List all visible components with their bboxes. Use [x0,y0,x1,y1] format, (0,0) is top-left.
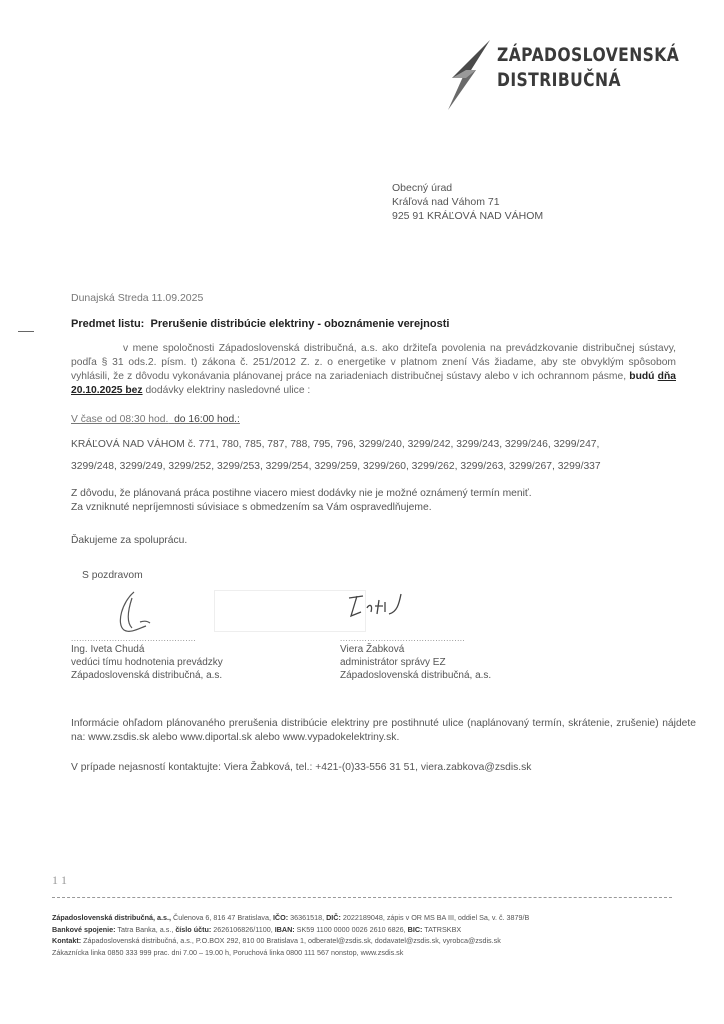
footer-account: 2626106826/1100, [211,924,275,934]
signatory-role: vedúci tímu hodnotenia prevádzky [71,657,223,668]
streets-line-1: KRÁĽOVÁ NAD VÁHOM č. 771, 780, 785, 787, 788, 795, 796, 3299/240, 3299/242, 3299/243, 3299/246, 3299/247, [71,439,600,450]
body-part-1: v mene spoločnosti Západoslovenská distribučná, a.s. ako držiteľa povolenia na prevádzkovanie distribučnej sústavy, podľa § 31 ods.2. písm. t) zákona č. 251/2012 Z. z. o energetike v platnom znení Vás žiadame, aby ste obvyklým spôsobom vyhlásili, že z dôvodu vykonávania plánovanej práce na zariadeniach distribučnej sústavy alebo v ich ochrannom pásme, [71,343,676,382]
signatory-chuda [71,634,223,682]
footer-contact-label: Kontakt: [52,936,82,945]
subject-text: Prerušenie distribúcie elektriny - oboznámenie verejnosti [150,318,450,330]
footer-bic: TATRSKBX [422,924,462,934]
outage-date: dňa 20.10.2025 bez [71,371,676,396]
company-footer [52,912,712,958]
greeting: S pozdravom [82,570,143,581]
footer-line-4: Zákaznícka linka 0850 333 999 prac. dni 7.00 – 19.00 h, Poruchová linka 0800 111 567 nonstop, www.zsdis.sk [52,947,404,957]
body-paragraph [71,342,676,398]
signature-dots: .............................................. [71,634,197,643]
signatory-company: Západoslovenská distribučná, a.s. [71,670,223,681]
signature-zabkova-icon [345,588,415,628]
footer-dic-label: DIČ: [326,913,341,922]
footer-dic: 2022189048, zápis v OR MS BA III, oddiel Sa, v. č. 3879/B [340,913,530,922]
signature-chuda-icon [112,588,162,638]
recipient-line-1: Obecný úrad [392,182,453,194]
signatory-zabkova [340,634,491,682]
page-number: 1 1 [52,873,67,887]
contact-line: V prípade nejasností kontaktujte: Viera Žabková, tel.: +421-(0)33-556 31 51, viera.zabkova@zsdis.sk [71,762,532,773]
notice-paragraph [71,487,691,515]
footer-address: Čulenova 6, 816 47 Bratislava, [171,913,273,922]
signatory-company: Západoslovenská distribučná, a.s. [340,670,492,681]
lightning-bolt-icon [446,40,494,110]
date-line: Dunajská Streda 11.09.2025 [71,292,204,304]
body-part-2: dodávky elektriny nasledovné ulice : [145,385,311,396]
subject-line [71,318,449,330]
thanks-line: Ďakujeme za spoluprácu. [71,535,188,546]
footer-line-2 [52,924,712,936]
recipient-line-3: 925 91 KRÁĽOVÁ NAD VÁHOM [392,210,544,222]
signatory-role: administrátor správy EZ [340,657,446,668]
info-paragraph: Informácie ohľadom plánovaného prerušenia distribúcie elektriny pre postihnuté ulice (naplánovaný termín, skrátenie, zrušenie) nájdete na: www.zsdis.sk alebo www.diportal.sk alebo www.vypadokelektriny.sk. [71,718,696,743]
logo-line-2: DISTRIBUČNÁ [497,69,621,91]
footer-line-1 [52,912,712,924]
footer-company: Západoslovenská distribučná, a.s., [52,913,172,922]
body-bold-1: budú [629,371,655,382]
footer-contact: Západoslovenská distribučná, a.s., P.O.BOX 292, 810 00 Bratislava 1, odberatel@zsdis.sk, dodavatel@zsdis.sk, vyrobca@zsdis.sk [81,936,501,945]
footer-ico-label: IČO: [272,913,289,922]
footer-divider [52,897,672,898]
time-end: do 16:00 hod.: [174,414,240,425]
recipient-address [392,181,543,223]
footer-line-3 [52,935,712,947]
notice-line-1: Z dôvodu, že plánovaná práca postihne viacero miest dodávky nie je možné oznámený termín meniť. [71,488,532,499]
fold-mark [18,331,34,332]
signatory-name: Viera Žabková [340,644,405,655]
logo-line-1: ZÁPADOSLOVENSKÁ [497,44,680,66]
footer-bic-label: BIC: [407,924,423,934]
streets-line-2: 3299/248, 3299/249, 3299/252, 3299/253, 3299/254, 3299/259, 3299/260, 3299/262, 3299/263, 3299/267, 3299/337 [71,461,601,472]
subject-label: Predmet listu: [71,318,145,330]
time-window [71,414,240,425]
footer-account-label: číslo účtu: [175,924,212,934]
time-start: V čase od 08:30 hod. [71,414,169,425]
affected-streets [71,434,681,478]
signature-dots: .............................................. [340,634,466,643]
footer-ico: 36361518, [288,913,327,922]
footer-bank-label: Bankové spojenie: [52,924,116,934]
company-logo-text [497,43,679,93]
footer-iban-label: IBAN: [274,924,295,934]
footer-bank: Tatra Banka, a.s., [115,924,176,934]
faint-stamp [214,590,366,632]
footer-iban: SK59 1100 0000 0026 2610 6826, [294,924,408,934]
notice-line-2: Za vzniknuté nepríjemnosti súvisiace s obmedzením sa Vám ospravedlňujeme. [71,502,432,513]
recipient-line-2: Kráľová nad Váhom 71 [392,196,500,208]
signatory-name: Ing. Iveta Chudá [71,644,145,655]
